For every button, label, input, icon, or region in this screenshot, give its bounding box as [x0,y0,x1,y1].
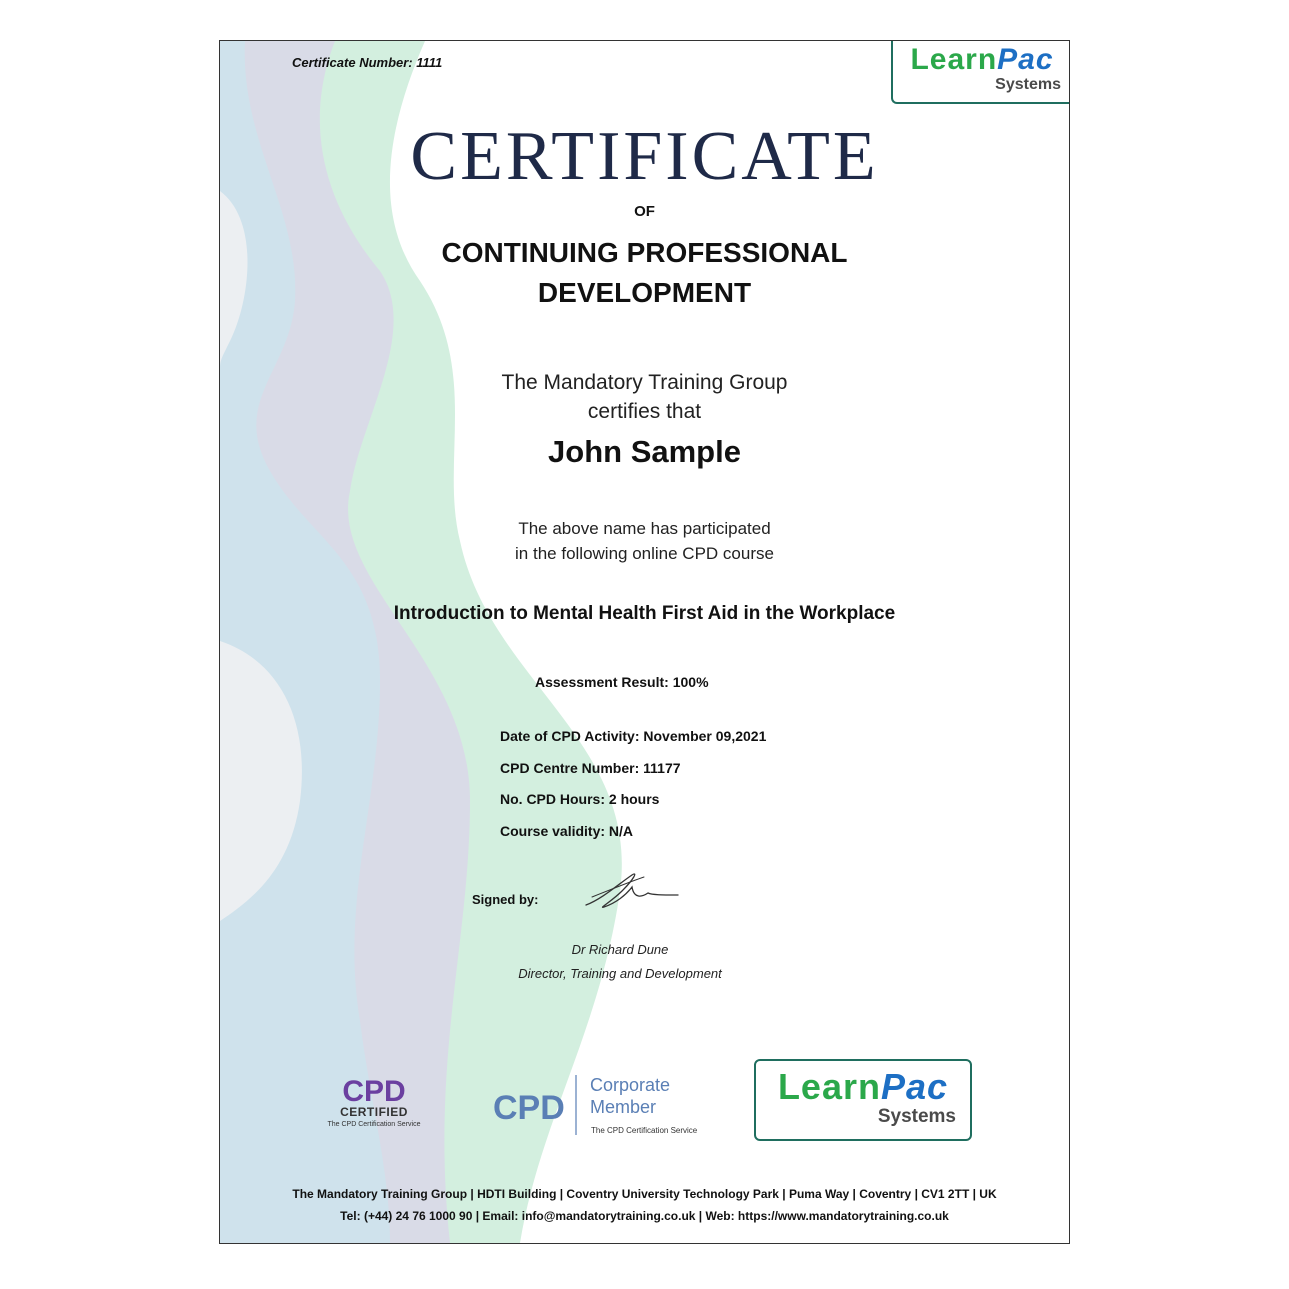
cpd-corporate-member-logo [493,1069,713,1139]
svg-text:CERTIFIED: CERTIFIED [340,1105,408,1119]
footer [220,1183,1069,1227]
cpd-details [500,721,766,847]
footer-address: The Mandatory Training Group | HDTI Building | Coventry University Technology Park | Puma Way | Coventry | CV1 2TT | UK [292,1187,997,1201]
title-of: OF [634,203,655,220]
svg-text:Member: Member [590,1097,657,1117]
cpd-certified-logo [324,1071,424,1141]
cpd-hours: No. CPD Hours: 2 hours [500,791,660,807]
signer-name: Dr Richard Dune [571,942,669,957]
certificate-number: Certificate Number: 1111 [292,55,443,70]
footer-contact: Tel: (+44) 24 76 1000 90 | Email: info@mandatorytraining.co.uk | Web: https://www.mandatorytraining.co.uk [340,1209,949,1223]
participation-text: The above name has participated in the following online CPD course [515,519,774,563]
learnpac-logo-top: LearnPac Systems [891,40,1070,104]
signed-by-label: Signed by: [472,892,539,907]
signer-title: Director, Training and Development [518,966,722,981]
svg-text:The CPD Certification Service: The CPD Certification Service [327,1121,421,1128]
signature-icon [582,869,682,913]
cpd-centre-number: CPD Centre Number: 11177 [500,759,681,776]
certificate-title: CERTIFICATE [410,118,879,195]
issuer-block [220,368,1069,426]
recipient-name: John Sample [548,434,741,469]
svg-text:CPD: CPD [342,1075,406,1108]
assessment-result: Assessment Result: 100% [535,674,709,690]
svg-text:Corporate: Corporate [590,1075,671,1095]
issuer-name: The Mandatory Training Group [501,371,788,394]
svg-text:The CPD Certification Service: The CPD Certification Service [591,1126,698,1135]
signer-block [470,938,770,986]
certifies-text: certifies that [587,400,702,423]
certificate [219,40,1070,1244]
cpd-date: Date of CPD Activity: November 09,2021 [500,728,767,744]
course-validity: Course validity: N/A [500,822,634,839]
learnpac-logo-bottom: LearnPac Systems [754,1059,972,1141]
svg-text:CPD: CPD [493,1089,565,1127]
course-title: Introduction to Mental Health First Aid in the Workplace [393,603,896,624]
cpd-heading: CONTINUING PROFESSIONAL DEVELOPMENT [441,237,848,308]
